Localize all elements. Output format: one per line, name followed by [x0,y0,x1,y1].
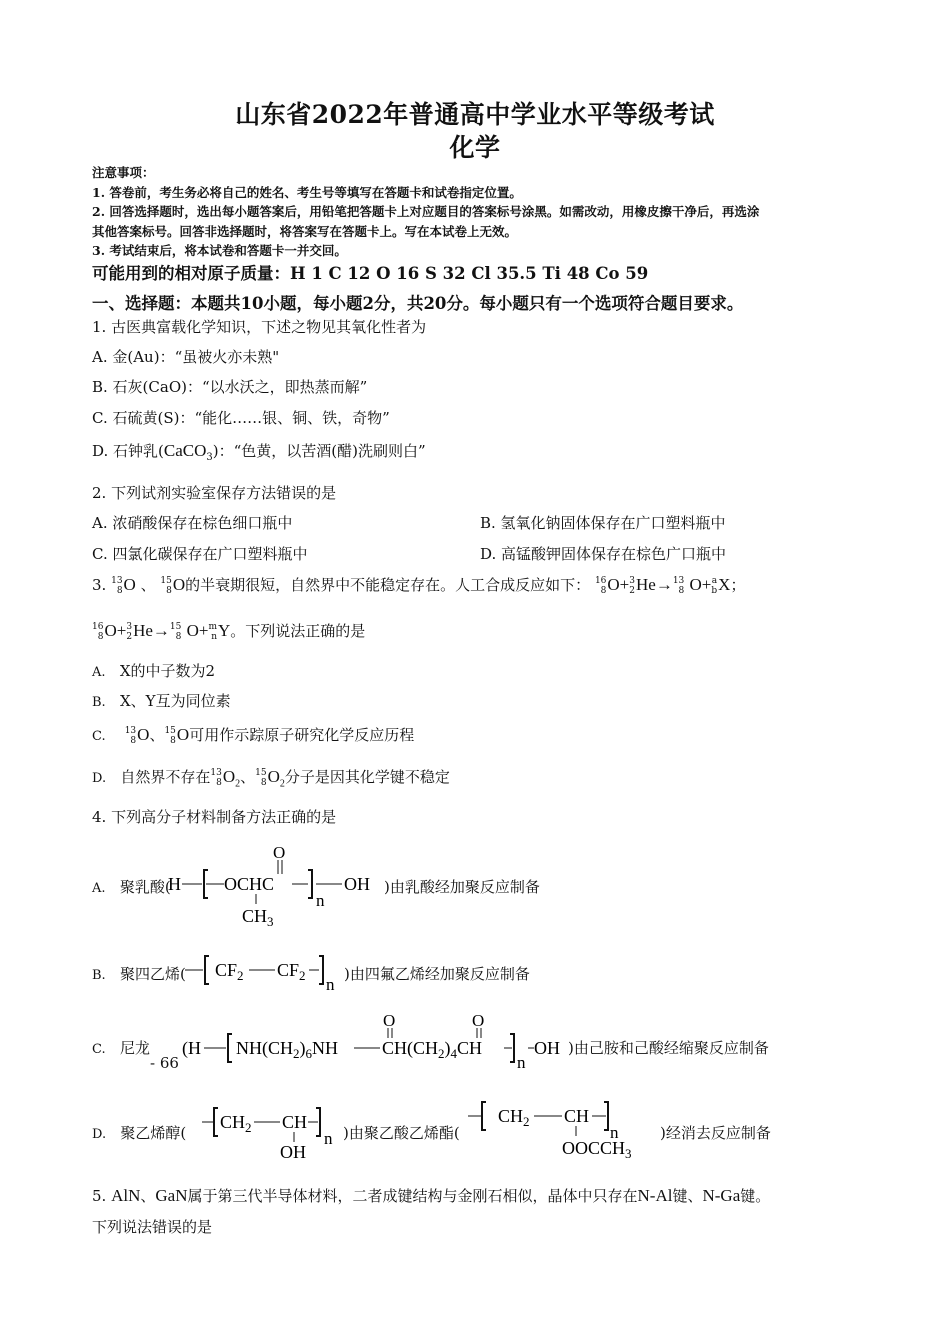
ptfe-structure [183,950,343,994]
q5-number: 5. [92,1187,107,1205]
q4-d-suffix: )经消去反应制备 [660,1124,771,1142]
option-label: B. [92,968,106,983]
note-item: 其他答案标号。回答非选择题时，将答案写在答题卡上。写在本试卷上无效。 [92,223,518,239]
svg-text:O: O [383,1012,396,1030]
q3-d-prefix: 自然界不存在 [120,768,211,786]
svg-text:OH: OH [280,1142,306,1162]
q2-option-b: B. 氢氧化钠固体保存在广口塑料瓶中 [480,514,726,532]
svg-text:NH(CH2)6NH: $NH(CH_2)_6NH$ [236,1038,338,1061]
nuclide-15-8-o: 15 8 [160,576,172,596]
option-label: C. [92,1042,106,1057]
atomic-masses: 可能用到的相对原子质量：H 1 C 12 O 16 S 32 Cl 35.5 Ti 48 Co 59 [92,264,649,283]
q4-stem: 4. 下列高分子材料制备方法正确的是 [92,808,337,826]
caco3-subscript: 3 [206,452,213,463]
svg-text:O: O [472,1012,485,1030]
q3-b-text: X、Y互为同位素 [120,692,231,710]
subject-title: 化学 [449,133,501,162]
gan-formula: GaN [155,1186,188,1205]
q4-option-c [92,1037,150,1058]
option-label: D. [92,771,107,786]
option-label: C. [92,729,106,744]
svg-text:H: H [168,874,181,894]
q3-stem-line1: 3. 13 8 O 、 15 8 O的半衰期很短，自然界中不能稳定存在。人工合成反应如下： 16 8 O+ 3 2 He→ 13 8 O+ a b X； [92,575,746,596]
q3-option-a [92,660,215,681]
q4-d-middle: )由聚乙酸乙烯酯( [343,1124,460,1142]
option-label: B. [92,695,106,710]
q3-option-d: D. 自然界不存在 13 8 $O_2$、 15 8 $O_2$分子是因其化学键不稳定 [92,767,450,790]
svg-text:n: n [326,975,335,994]
svg-text:CH(CH2)4CH: $CH(CH_2)_4CH$ [382,1038,483,1061]
svg-text:n: n [316,891,325,910]
aln-formula: AlN [111,1186,141,1205]
exam-notes [92,163,862,261]
n-al-bond: N-Al [637,1186,673,1205]
q3-stem-line2: 16 8 O+ 3 2 He→ 15 8 O+ m n Y。下列说法正确的是 [92,621,366,642]
svg-text:OH: OH [344,874,370,894]
q5-end: 键。 [740,1187,771,1205]
svg-text:OCHC: OCHC [224,874,275,894]
q2-option-c: C. 四氯化碳保存在广口塑料瓶中 [92,545,308,563]
option-label: A. [92,665,106,680]
nylon-number: - 66 [150,1054,179,1072]
q4-a-prefix: 聚乳酸( [119,878,171,896]
exam-title: 山东省2022年普通高中学业水平等级考试 [235,100,715,129]
q4-b-prefix: 聚四乙烯( [120,965,186,983]
q1-option-b: B. 石灰(CaO)：“以水沃之，即热蒸而解” [92,378,368,396]
nuclide-13-8-o: 13 8 [111,576,123,596]
svg-text:CH: CH [282,1112,308,1132]
svg-text:n: n [324,1129,333,1148]
notes-heading: 注意事项： [92,165,155,180]
q1-d-suffix: )：“色黄，以苦酒(醋)洗刷则白” [212,442,426,460]
svg-text:CF2: $CF_2$ [277,960,306,983]
svg-text:n: n [610,1123,619,1142]
q4-option-b [92,963,186,984]
pva-structure [200,1100,345,1164]
q2-option-d: D. 高锰酸钾固体保存在棕色广口瓶中 [480,545,727,563]
polylactic-acid-structure [166,838,384,930]
pvac-structure [466,1094,662,1164]
q3-a-text: X的中子数为2 [119,662,216,680]
q3-option-b [92,690,231,711]
option-label: D. [92,1127,107,1142]
svg-text:O: O [273,843,286,862]
svg-text:CH: CH [564,1106,590,1126]
svg-text:OOCCH3: $OOCCH_3$ [562,1138,632,1161]
svg-text:OH: OH [534,1038,560,1058]
note-item: 2. 回答选择题时，选出每小题答案后，用铅笔把答题卡上对应题目的答案标号涂黑。如需改动，用橡皮擦干净后，再选涂 [92,204,760,219]
q3-c-text: 可用作示踪原子研究化学反应历程 [189,726,415,744]
q4-c-suffix: )由己胺和己酸经缩聚反应制备 [568,1039,769,1057]
q4-d-prefix: 聚乙烯醇( [120,1124,187,1142]
q3-option-c: C. 13 8 O、 15 8 O可用作示踪原子研究化学反应历程 [92,725,415,746]
separator: 、 [140,1187,156,1205]
q3-text1: 的半衰期很短，自然界中不能稳定存在。人工合成反应如下： [185,576,591,594]
q4-a-suffix: )由乳酸经加聚反应制备 [384,878,540,896]
svg-text:n: n [517,1053,526,1072]
svg-text:(H: (H [182,1038,201,1058]
q1-d-prefix: D. 石钟乳( [92,442,164,460]
q1-stem: 1. 古医典富载化学知识，下述之物见其氧化性者为 [92,318,427,336]
svg-text:CH2: $CH_2$ [498,1106,530,1129]
q3-text2: 。下列说法正确的是 [230,622,366,640]
option-label: A. [92,881,106,896]
svg-text:CH2: $CH_2$ [220,1112,252,1135]
q4-b-suffix: )由四氟乙烯经加聚反应制备 [344,965,530,983]
q5-mid: 键、 [672,1187,703,1205]
q3-d-suffix: 分子是因其化学键不稳定 [284,768,450,786]
nylon-66-structure [182,1012,570,1072]
q5-text1: 属于第三代半导体材料，二者成键结构与金刚石相似，晶体中只存在 [187,1187,638,1205]
n-ga-bond: N-Ga [702,1186,741,1205]
q2-option-a: A. 浓硝酸保存在棕色细口瓶中 [92,514,293,532]
note-item: 1. 答卷前，考生务必将自己的姓名、考生号等填写在答题卡和试卷指定位置。 [92,184,522,200]
svg-text:CF2: $CF_2$ [215,960,244,983]
q5-stem-line1 [92,1185,770,1206]
q1-option-a: A. 金(Au)：“虽被火亦未熟" [92,348,280,366]
q4-c-prefix: 尼龙 [119,1039,150,1057]
caco3-formula: CaCO [163,441,207,460]
q3-number: 3. [92,576,107,594]
q5-stem-line2: 下列说法错误的是 [92,1218,213,1236]
q4-option-a [92,876,171,897]
q2-stem: 2. 下列试剂实验室保存方法错误的是 [92,484,337,502]
q4-option-d [92,1122,186,1143]
q1-option-d [92,440,426,463]
svg-text:CH3: $CH_3$ [242,906,274,929]
note-item: 3. 考试结束后，将本试卷和答题卡一并交回。 [92,243,347,258]
q1-option-c: C. 石硫黄(S)：“能化……银、铜、铁，奇物” [92,409,390,427]
section-heading: 一、选择题：本题共10小题，每小题2分，共20分。每小题只有一个选项符合题目要求。 [92,294,744,313]
